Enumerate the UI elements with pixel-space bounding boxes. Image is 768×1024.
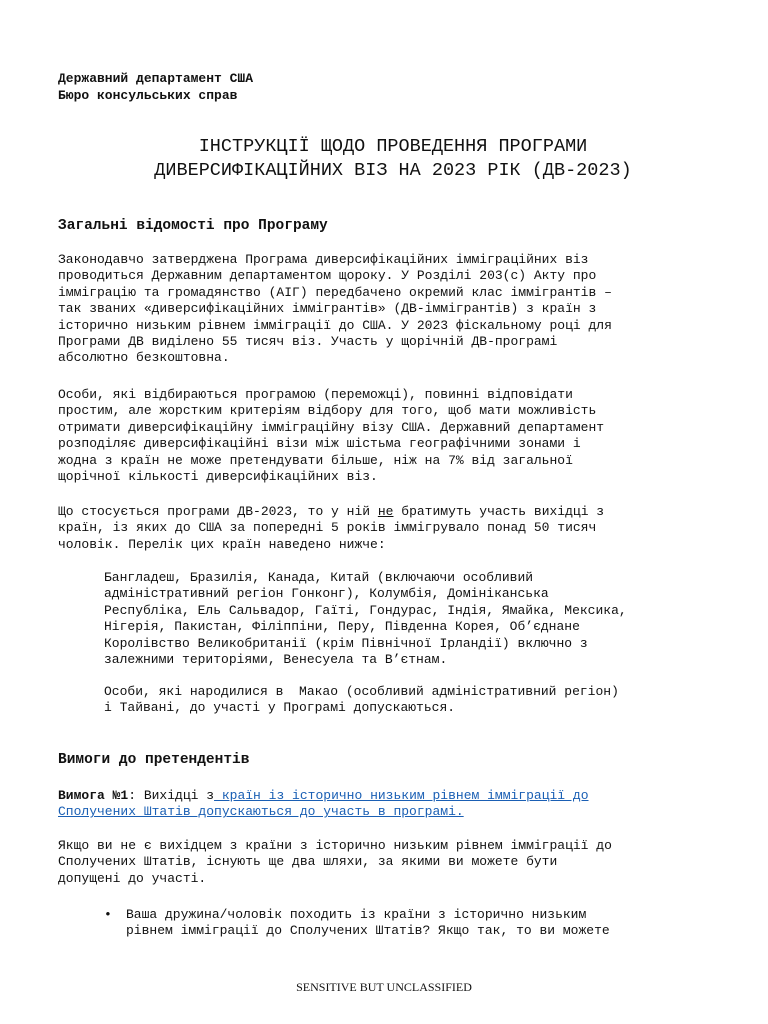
agency-name: Державний департамент США (58, 71, 254, 86)
paragraph-selection-criteria: Особи, які відбираються програмою (переможці), повинні відповідати простим, але жорстким критеріям відбору для того, щоб мати можливість отримати диверсифікаційну імміграційну візу США. Державний департамент розподіляє диверсифікаційні візи між шістьма географічними зонами і жодна з країн не може претендувати більше, ніж на 7% від загальної щорічної кількості диверсифікаційних віз. (58, 387, 605, 485)
emphasis-not: не (377, 504, 394, 519)
paragraph-alternative-paths: Якщо ви не є вихідцем з країни з історично низьким рівнем імміграції до Сполучених Штатів, існують ще два шляхи, за якими ви можете бути допущені до участі. (58, 838, 612, 886)
requirement-1-label: Вимога №1 (58, 788, 129, 803)
bullet-dot-icon: • (104, 907, 112, 922)
excluded-countries-list: Бангладеш, Бразилія, Канада, Китай (включаючи особливий адміністративний регіон Гонконг), Колумбія, Домініканська Республіка, Ель Сальвадор, Гаїті, Гондурас, Індія, Ямайка, Мексика, Нігерія, Пакистан, Філіппіни, Перу, Південна Корея, Об’єднане Королівство Великобританії (крім Північної Ірландії) включно з залежними територіями, Венесуела та В’єтнам. (104, 570, 627, 668)
section-heading-general: Загальні відомості про Програму (58, 218, 328, 234)
requirement-1-colon: : Вихідці з (128, 788, 215, 803)
document-title (58, 135, 728, 183)
bullet-item-spouse: Ваша дружина/чоловік походить із країни з історично низьким рівнем імміграції до Сполучених Штатів? Якщо так, то ви можете (126, 907, 610, 939)
requirement-1 (58, 788, 738, 821)
eligible-countries-link[interactable]: країн із історично низьким рівнем імміграції до Сполучених Штатів допускаються до участь в програмі. (58, 788, 589, 820)
title-line-2: ДИВЕРСИФІКАЦІЙНИХ ВІЗ НА 2023 РІК (ДВ-2023) (154, 160, 632, 181)
para3-text-a: Що стосується програми ДВ-2023, то у ній (58, 504, 378, 519)
paragraph-program-overview: Законодавчо затверджена Програма диверсифікаційних імміграційних віз проводиться Державним департаментом щороку. У Розділі 203(c) Акту про імміграцію та громадянство (АІГ) передбачено окремий клас іммігрантів – так званих «диверсифікаційних іммігрантів» (ДВ-іммігрантів) з країн з історично низьким рівнем імміграції до США. У 2023 фіскальному році для Програми ДВ виділено 55 тисяч віз. Участь у щорічній ДВ-програмі абсолютно безкоштовна. (58, 252, 612, 366)
bureau-name: Бюро консульських справ (58, 88, 238, 103)
agency-header (58, 70, 253, 104)
paragraph-excluded-countries-intro (58, 504, 738, 553)
classification-footer: SENSITIVE BUT UNCLASSIFIED (296, 980, 472, 994)
section-heading-requirements: Вимоги до претендентів (58, 752, 250, 768)
paragraph-macau-taiwan-exception: Особи, які народилися в Макао (особливий адміністративний регіон) і Тайвані, до участі у Програмі допускаються. (104, 684, 619, 716)
para3-text-b: братимуть участь вихідці з країн, із яких до США за попередні 5 років іммігрувало понад 50 тисяч чоловік. Перелік цих країн наведено нижче: (58, 504, 605, 552)
title-line-1: ІНСТРУКЦІЇ ЩОДО ПРОВЕДЕННЯ ПРОГРАМИ (198, 136, 588, 157)
